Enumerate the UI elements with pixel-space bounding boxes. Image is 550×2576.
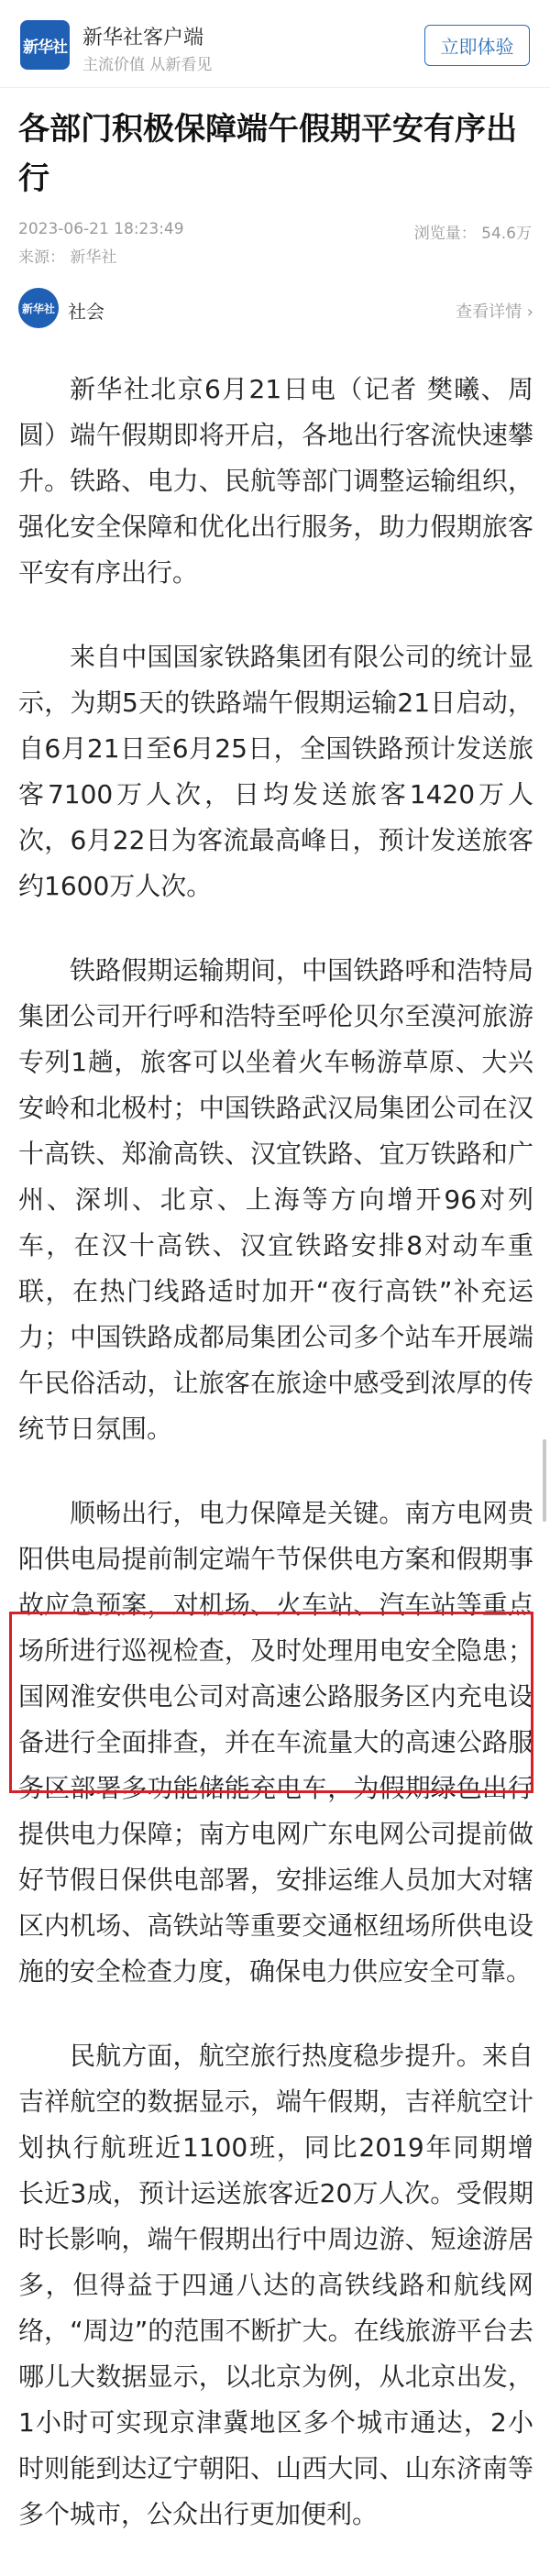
publish-datetime: 2023-06-21 18:23:49 xyxy=(18,220,184,238)
view-details-link[interactable]: 查看详情 › xyxy=(456,303,534,322)
article-paragraph: 顺畅出行，电力保障是关键。南方电网贵阳供电局提前制定端午节保供电方案和假期事故应急预案，对机场、火车站、汽车站等重点场所进行巡视检查，及时处理用电安全隐患；国网淮安供电公司对高速公路服务区内充电设备进行全面排查，并在车流量大的高速公路服务区部署多功能储能充电车，为假期绿色出行提供电力保障；南方电网广东电网公司提前做好节假日保供电部署，安排运维人员加大对辖区内机场、高铁站等重要交通枢纽场所供电设施的安全检查力度，确保电力供应安全可靠。 xyxy=(18,1498,534,1987)
scroll-indicator[interactable] xyxy=(543,1439,546,1522)
article-paragraph: 新华社北京6月21日电（记者 樊曦、周圆）端午假期即将开启，各地出行客流快速攀升。铁路、电力、民航等部门调整运输组织，强化安全保障和优化出行服务，助力假期旅客平安有序出行。 xyxy=(18,374,534,588)
try-now-button[interactable]: 立即体验 xyxy=(424,25,530,66)
article-paragraph: 来自中国国家铁路集团有限公司的统计显示，为期5天的铁路端午假期运输21日启动，自6月21日至6月25日，全国铁路预计发送旅客7100万人次，日均发送旅客1420万人次，6月22日为客流最高峰日，预计发送旅客约1600万人次。 xyxy=(18,642,534,901)
app-slogan: 主流价值 从新看见 xyxy=(82,56,213,74)
article-body xyxy=(18,367,534,2576)
channel-row xyxy=(18,288,534,330)
article-meta xyxy=(18,220,532,243)
app-header xyxy=(0,0,550,88)
article-paragraph: 民航方面，航空旅行热度稳步提升。来自吉祥航空的数据显示，端午假期，吉祥航空计划执行航班近1100班，同比2019年同期增长近3成，预计运送旅客近20万人次。受假期时长影响，端午假期出行中周边游、短途游居多，但得益于四通八达的高铁线路和航线网络，“周边”的范围不断扩大。在线旅游平台去哪儿大数据显示，以北京为例，从北京出发，1小时可实现京津冀地区多个城市通达，2小时则能到达辽宁朝阳、山西大同、山东济南等多个城市，公众出行更加便利。 xyxy=(18,2041,534,2529)
article-paragraph: 铁路假期运输期间，中国铁路呼和浩特局集团公司开行呼和浩特至呼伦贝尔至漠河旅游专列1趟，旅客可以坐着火车畅游草原、大兴安岭和北极村；中国铁路武汉局集团公司在汉十高铁、郑渝高铁、汉宜铁路、宜万铁路和广州、深圳、北京、上海等方向增开96对列车，在汉十高铁、汉宜铁路安排8对动车重联，在热门线路适时加开“夜行高铁”补充运力；中国铁路成都局集团公司多个站车开展端午民俗活动，让旅客在旅途中感受到浓厚的传统节日氛围。 xyxy=(18,955,534,1444)
channel-name[interactable]: 社会 xyxy=(68,301,104,323)
app-name: 新华社客户端 xyxy=(82,27,204,50)
article-source: 来源： 新华社 xyxy=(18,248,117,267)
view-count: 浏览量： 54.6万 xyxy=(413,225,532,243)
xinhua-logo: 新华社 xyxy=(20,20,70,70)
channel-avatar[interactable]: 新华社 xyxy=(18,288,59,328)
article-title: 各部门积极保障端午假期平安有序出行 xyxy=(18,111,517,197)
